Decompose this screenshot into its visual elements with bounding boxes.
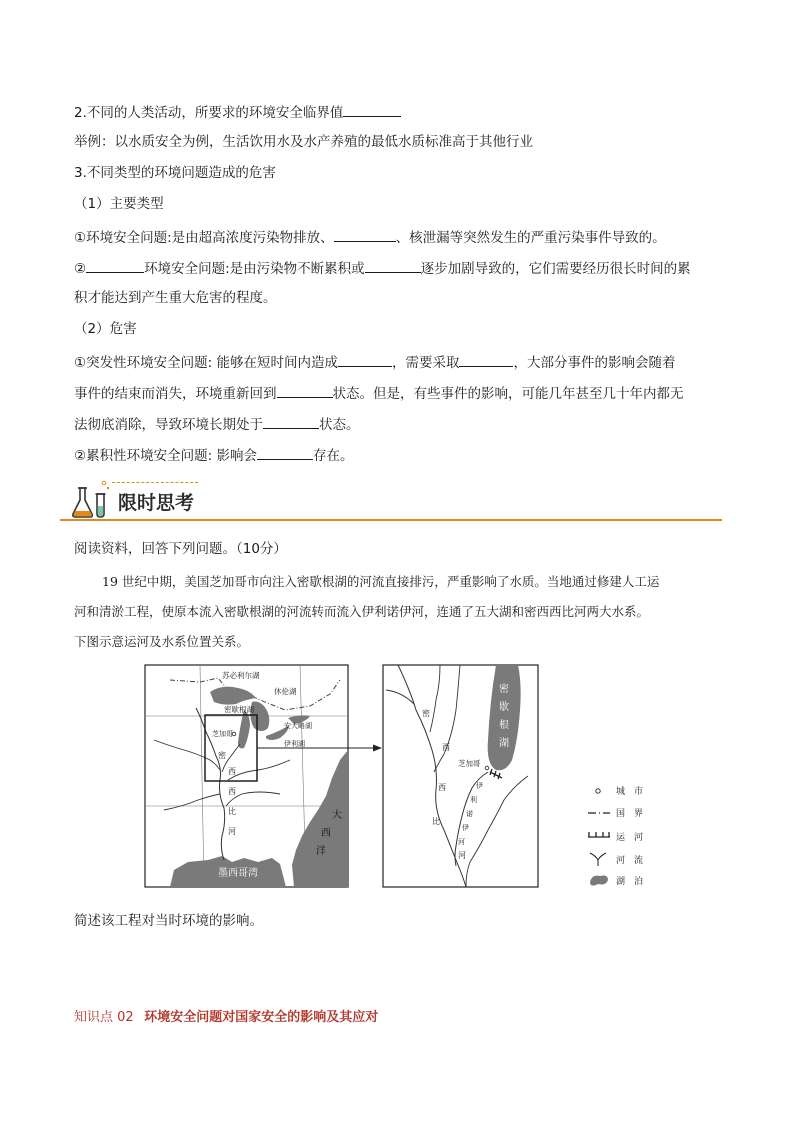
section-title: 限时思考 xyxy=(118,492,195,514)
svg-text:河: 河 xyxy=(458,838,465,846)
material-line-1: 19 世纪中期，美国芝加哥市向注入密歇根湖的河流直接排污，严重影响了水质。当地通过修建人工运 xyxy=(102,574,660,589)
material-line-3: 下图示意运河及水系位置关系。 xyxy=(74,634,250,649)
section-divider xyxy=(60,519,722,521)
svg-text:西: 西 xyxy=(228,787,236,796)
svg-text:芝加哥: 芝加哥 xyxy=(212,730,233,738)
flask-icon xyxy=(70,478,112,520)
text-line-6: ② 环境安全问题:是由污染物不断累积或 逐步加剧导致的，它们需要经历很长时间的累 xyxy=(74,258,691,278)
answer-blank[interactable] xyxy=(343,102,401,117)
text-line-2: 举例：以水质安全为例，生活饮用水及水产养殖的最低水质标准高于其他行业 xyxy=(74,134,533,150)
svg-text:河: 河 xyxy=(458,851,466,860)
knowledge-point-title: 环境安全问题对国家安全的影响及其应对 xyxy=(144,1010,379,1025)
answer-blank[interactable] xyxy=(338,352,392,367)
svg-text:根: 根 xyxy=(499,720,509,731)
knowledge-point-heading xyxy=(74,1006,378,1025)
svg-text:密: 密 xyxy=(499,684,509,695)
svg-text:伊: 伊 xyxy=(462,824,469,832)
text-line-11: 法彻底消除，导致环境长期处于 状态。 xyxy=(74,414,360,434)
svg-text:伊: 伊 xyxy=(476,782,483,790)
material-line-2: 河和清淤工程，使原本流入密歇根湖的河流转而流入伊利诺伊河，连通了五大湖和密西西比河两大水系。 xyxy=(74,604,650,619)
svg-text:利: 利 xyxy=(470,796,477,804)
text-line-5: ①环境安全问题:是由超高浓度污染物排放、 、核泄漏等突然发生的严重污染事件导致的。 xyxy=(74,227,666,247)
svg-text:西: 西 xyxy=(438,783,446,792)
answer-blank[interactable] xyxy=(365,258,421,273)
text-line-1: 2.不同的人类活动，所要求的环境安全临界值 xyxy=(74,102,401,122)
svg-text:洋: 洋 xyxy=(316,846,326,857)
svg-text:伊利湖: 伊利湖 xyxy=(284,740,305,748)
svg-text:西: 西 xyxy=(321,828,331,839)
svg-text:墨西哥湾: 墨西哥湾 xyxy=(218,868,258,879)
section-divider-dashed xyxy=(112,482,198,483)
svg-text:国 界: 国 界 xyxy=(616,809,644,819)
svg-text:河 流: 河 流 xyxy=(616,856,644,866)
answer-blank[interactable] xyxy=(459,352,513,367)
answer-blank[interactable] xyxy=(257,445,313,460)
svg-text:西: 西 xyxy=(442,743,450,752)
svg-text:诺: 诺 xyxy=(466,810,473,818)
svg-text:苏必利尔湖: 苏必利尔湖 xyxy=(222,671,260,680)
text-line-12: ②累积性环境安全问题: 影响会 存在。 xyxy=(74,445,353,465)
svg-text:大: 大 xyxy=(332,810,342,821)
svg-text:西: 西 xyxy=(228,767,236,776)
svg-text:休伦湖: 休伦湖 xyxy=(274,687,297,696)
svg-text:湖: 湖 xyxy=(499,738,509,749)
svg-text:比: 比 xyxy=(432,817,440,826)
subheading-harm: （2）危害 xyxy=(74,321,137,337)
lake-symbol xyxy=(590,876,608,886)
text-line-10: 事件的结束而消失，环境重新回到 状态。但是，有些事件的影响，可能几年甚至几十年内都无 xyxy=(74,383,684,403)
svg-text:密歇根湖: 密歇根湖 xyxy=(224,705,254,714)
answer-blank[interactable] xyxy=(263,414,319,429)
river-symbol xyxy=(590,853,606,866)
knowledge-point-label: 知识点 02 xyxy=(74,1010,134,1025)
answer-blank[interactable] xyxy=(86,258,144,273)
overview-map xyxy=(145,665,348,887)
svg-text:密: 密 xyxy=(218,751,226,760)
canal-map xyxy=(140,660,660,892)
svg-text:安大略湖: 安大略湖 xyxy=(284,722,312,730)
text-line-3: 3.不同类型的环境问题造成的危害 xyxy=(74,165,276,181)
map-legend xyxy=(588,785,643,887)
city-symbol xyxy=(596,789,600,793)
detail-map xyxy=(383,665,538,887)
question-ask: 简述该工程对当时环境的影响。 xyxy=(74,913,263,929)
svg-text:比: 比 xyxy=(228,807,236,816)
svg-text:运 河: 运 河 xyxy=(616,833,644,843)
text-line-9: ①突发性环境安全问题: 能够在短时间内造成 ，需要采取 ，大部分事件的影响会随着 xyxy=(74,352,675,372)
answer-blank[interactable] xyxy=(334,227,396,242)
svg-text:芝加哥: 芝加哥 xyxy=(458,759,481,768)
answer-blank[interactable] xyxy=(277,383,333,398)
text-line-7: 积才能达到产生重大危害的程度。 xyxy=(74,290,277,306)
question-prompt: 阅读资料，回答下列问题。（10分） xyxy=(74,541,287,557)
svg-text:密: 密 xyxy=(422,709,430,718)
svg-text:城 市: 城 市 xyxy=(616,787,644,797)
svg-text:湖 泊: 湖 泊 xyxy=(616,877,644,887)
canal-symbol xyxy=(588,832,610,837)
svg-text:歇: 歇 xyxy=(499,702,509,713)
subheading-types: （1）主要类型 xyxy=(74,196,164,212)
svg-text:河: 河 xyxy=(228,827,236,836)
